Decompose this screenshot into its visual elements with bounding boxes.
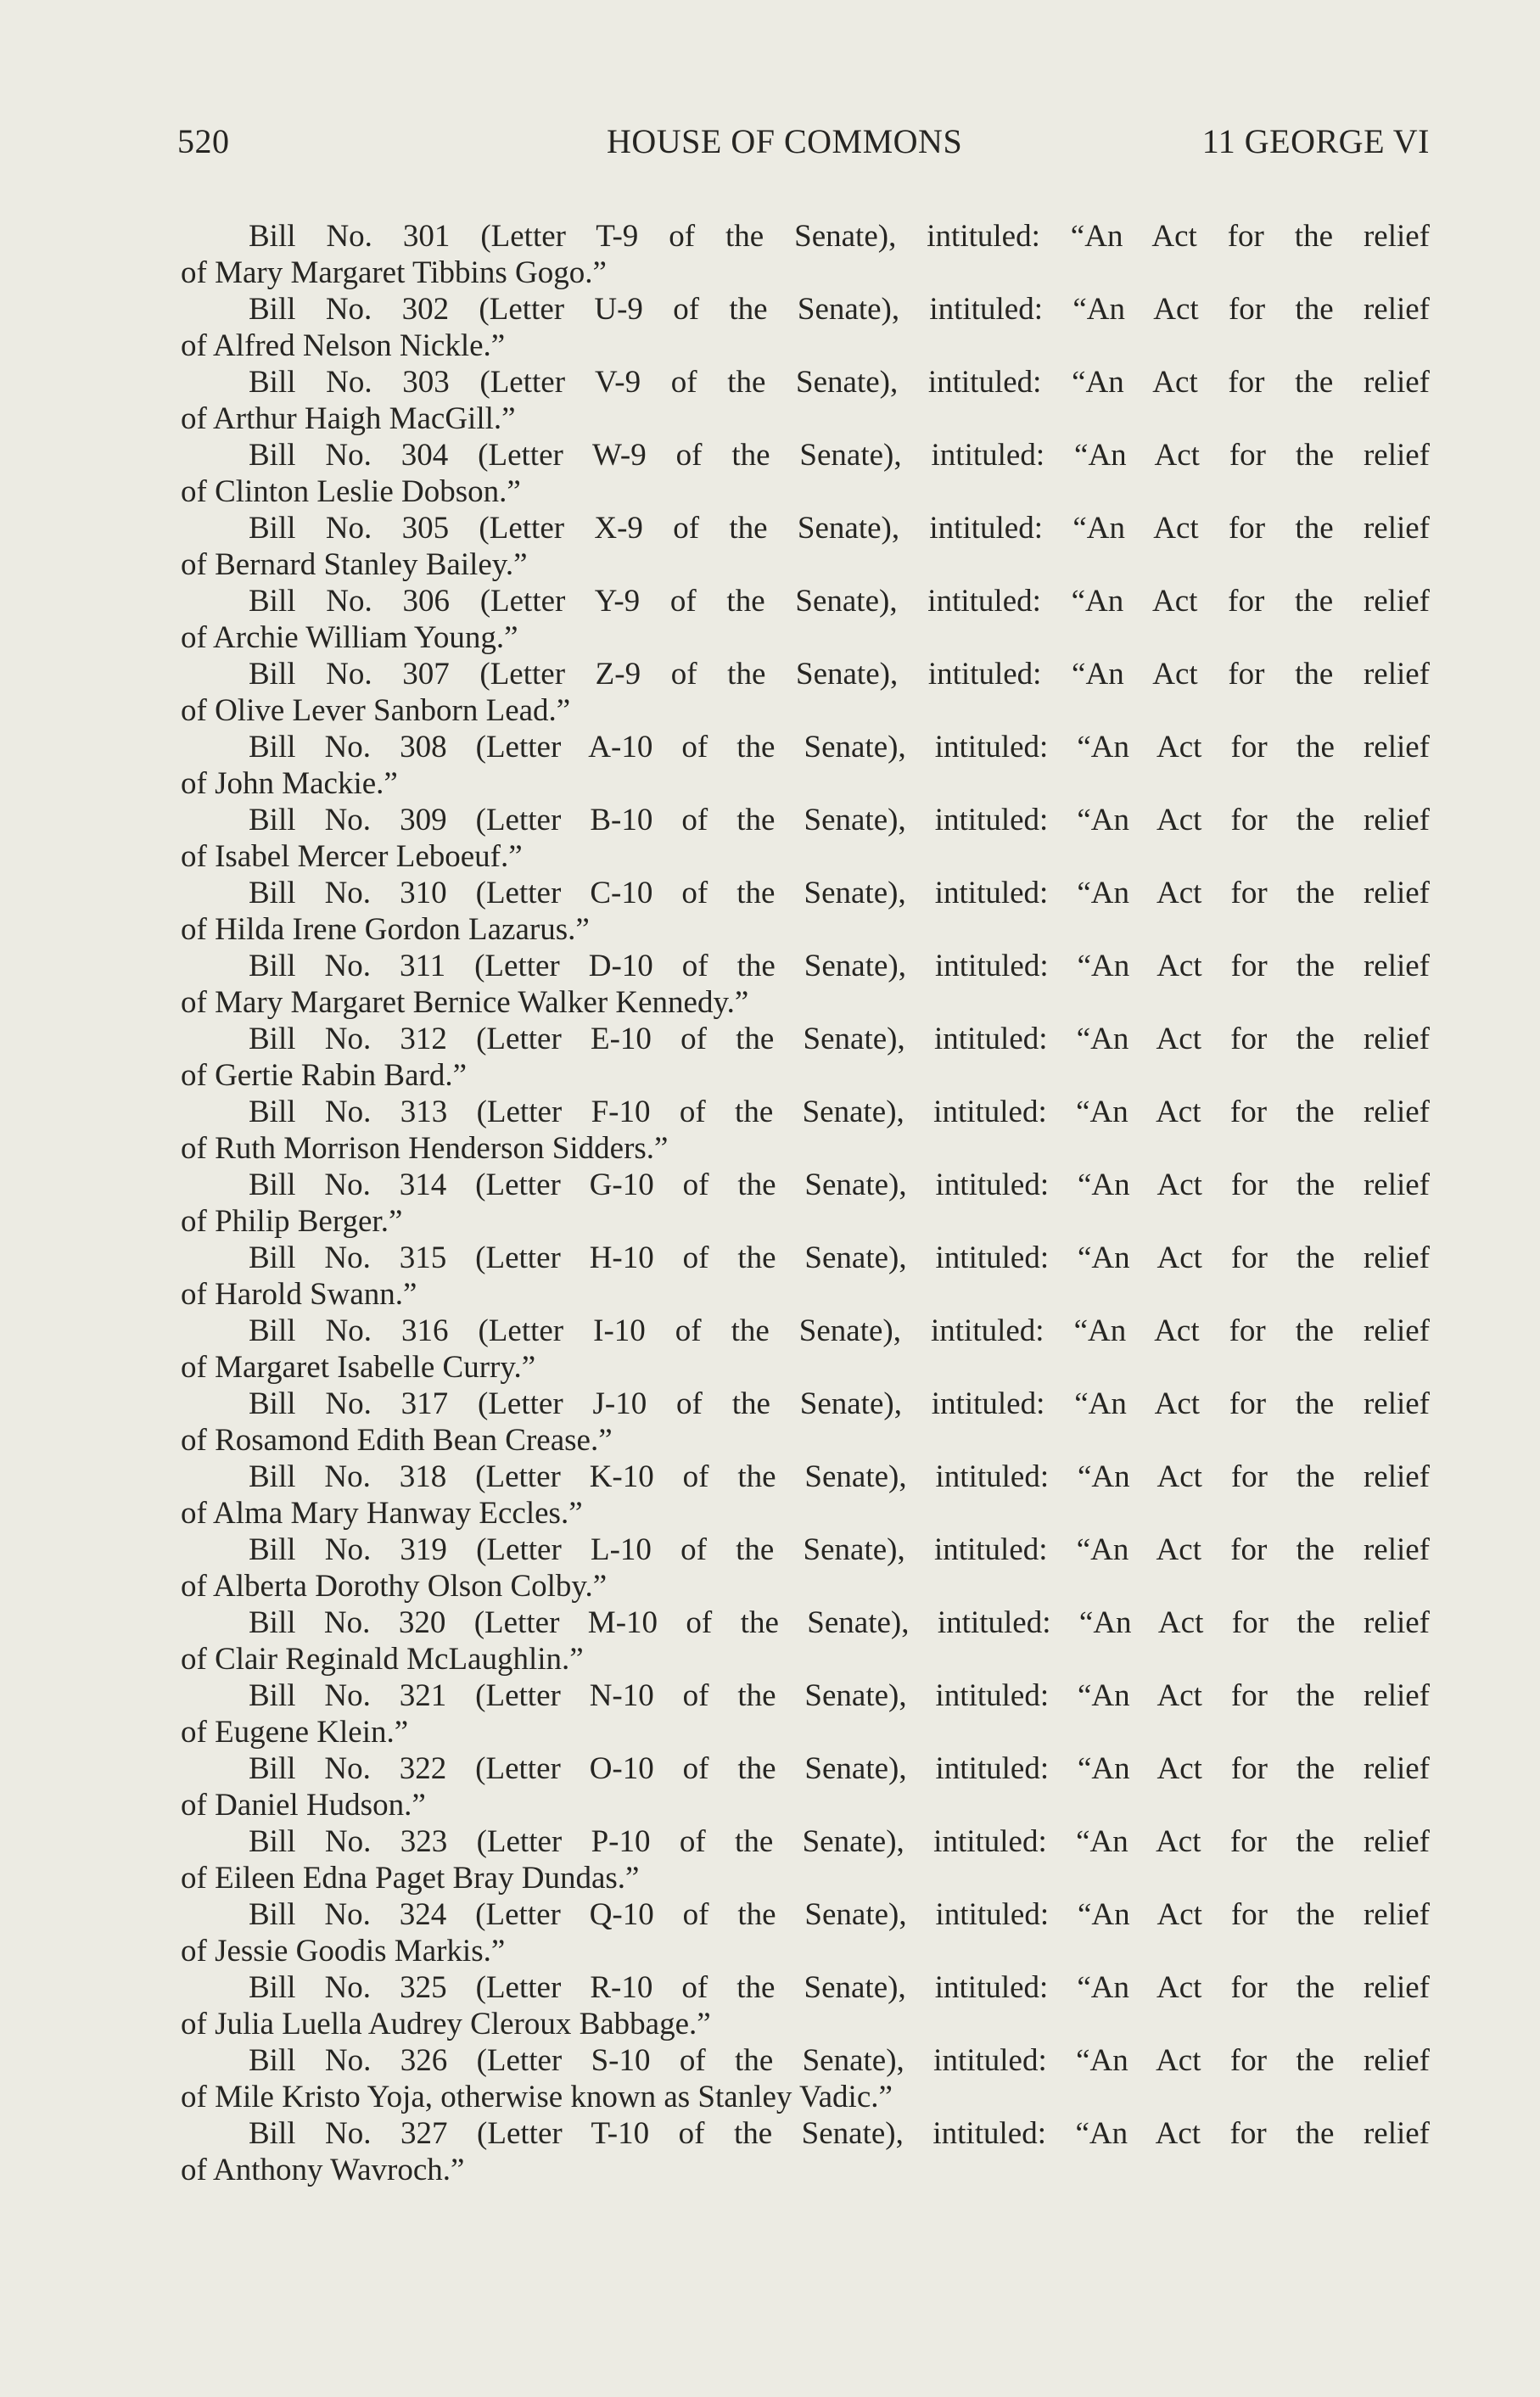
bill-first-line: Bill No. 314 (Letter G-10 of the Senate), intituled: “An Act for the relief (249, 1168, 1430, 1202)
bill-first-line: Bill No. 316 (Letter I-10 of the Senate), intituled: “An Act for the relief (249, 1313, 1430, 1348)
bill-second-line: of Jessie Goodis Markis.” (181, 1934, 506, 1969)
bill-first-line: Bill No. 313 (Letter F-10 of the Senate), intituled: “An Act for the relief (249, 1095, 1430, 1129)
bill-entry (181, 656, 1430, 729)
bill-first-line: Bill No. 312 (Letter E-10 of the Senate), intituled: “An Act for the relief (249, 1022, 1430, 1056)
bill-second-line: of Rosamond Edith Bean Crease.” (181, 1423, 613, 1458)
page-number: 520 (177, 122, 230, 160)
bill-first-line: Bill No. 319 (Letter L-10 of the Senate), intituled: “An Act for the relief (249, 1532, 1430, 1567)
bill-entry (181, 1896, 1430, 1969)
bill-second-line: of Margaret Isabelle Curry.” (181, 1350, 536, 1385)
bill-first-line: Bill No. 326 (Letter S-10 of the Senate), intituled: “An Act for the relief (249, 2043, 1430, 2078)
bill-second-line: of Archie William Young.” (181, 620, 518, 655)
bill-entry (181, 1094, 1430, 1167)
bill-first-line: Bill No. 310 (Letter C-10 of the Senate), intituled: “An Act for the relief (249, 876, 1430, 910)
bill-second-line: of Hilda Irene Gordon Lazarus.” (181, 912, 590, 947)
bill-entry (181, 1386, 1430, 1459)
bill-first-line: Bill No. 325 (Letter R-10 of the Senate), intituled: “An Act for the relief (249, 1970, 1430, 2005)
bill-second-line: of Mary Margaret Bernice Walker Kennedy.” (181, 985, 749, 1020)
bill-second-line: of Isabel Mercer Leboeuf.” (181, 839, 523, 874)
bill-entry (181, 1677, 1430, 1750)
bill-second-line: of John Mackie.” (181, 766, 398, 801)
bill-first-line: Bill No. 322 (Letter O-10 of the Senate), intituled: “An Act for the relief (249, 1751, 1430, 1786)
bill-second-line: of Harold Swann.” (181, 1277, 417, 1312)
bill-entry (181, 364, 1430, 437)
bill-entry (181, 1313, 1430, 1386)
bill-second-line: of Ruth Morrison Henderson Sidders.” (181, 1131, 669, 1166)
bill-first-line: Bill No. 318 (Letter K-10 of the Senate), intituled: “An Act for the relief (249, 1459, 1430, 1494)
bill-entry (181, 2042, 1430, 2115)
bill-first-line: Bill No. 307 (Letter Z-9 of the Senate), intituled: “An Act for the relief (249, 657, 1430, 692)
bill-second-line: of Alfred Nelson Nickle.” (181, 328, 506, 363)
bill-second-line: of Eileen Edna Paget Bray Dundas.” (181, 1861, 640, 1896)
session-label: 11 GEORGE VI (1201, 122, 1430, 160)
bill-second-line: of Mary Margaret Tibbins Gogo.” (181, 255, 607, 290)
bill-first-line: Bill No. 327 (Letter T-10 of the Senate), intituled: “An Act for the relief (249, 2116, 1430, 2151)
bill-second-line: of Alma Mary Hanway Eccles.” (181, 1496, 583, 1531)
bill-entry (181, 510, 1430, 583)
bill-entry (181, 583, 1430, 656)
bill-second-line: of Bernard Stanley Bailey.” (181, 547, 528, 582)
bill-second-line: of Mile Kristo Yoja, otherwise known as Stanley Vadic.” (181, 2080, 893, 2114)
bill-entry (181, 291, 1430, 364)
bill-entry (181, 1240, 1430, 1313)
bill-second-line: of Arthur Haigh MacGill.” (181, 401, 516, 436)
bill-first-line: Bill No. 317 (Letter J-10 of the Senate), intituled: “An Act for the relief (249, 1386, 1430, 1421)
bill-first-line: Bill No. 306 (Letter Y-9 of the Senate), intituled: “An Act for the relief (249, 584, 1430, 619)
bill-entry (181, 802, 1430, 875)
bill-entry (181, 1532, 1430, 1605)
bill-first-line: Bill No. 302 (Letter U-9 of the Senate), intituled: “An Act for the relief (249, 292, 1430, 327)
journal-title: HOUSE OF COMMONS (607, 122, 963, 160)
running-head (177, 120, 1430, 163)
bill-list (181, 218, 1430, 2188)
bill-second-line: of Eugene Klein.” (181, 1715, 409, 1750)
bill-entry (181, 1823, 1430, 1896)
bill-second-line: of Olive Lever Sanborn Lead.” (181, 693, 571, 728)
bill-entry (181, 218, 1430, 291)
bill-first-line: Bill No. 305 (Letter X-9 of the Senate), intituled: “An Act for the relief (249, 511, 1430, 546)
bill-first-line: Bill No. 303 (Letter V-9 of the Senate), intituled: “An Act for the relief (249, 365, 1430, 400)
bill-first-line: Bill No. 320 (Letter M-10 of the Senate), intituled: “An Act for the relief (249, 1605, 1430, 1640)
bill-first-line: Bill No. 323 (Letter P-10 of the Senate), intituled: “An Act for the relief (249, 1824, 1430, 1859)
bill-entry (181, 1459, 1430, 1532)
bill-second-line: of Clinton Leslie Dobson.” (181, 474, 521, 509)
bill-entry (181, 2115, 1430, 2188)
bill-second-line: of Julia Luella Audrey Cleroux Babbage.” (181, 2007, 711, 2041)
bill-entry (181, 1021, 1430, 1094)
bill-first-line: Bill No. 309 (Letter B-10 of the Senate), intituled: “An Act for the relief (249, 803, 1430, 837)
bill-entry (181, 1750, 1430, 1823)
bill-entry (181, 1969, 1430, 2042)
bill-first-line: Bill No. 324 (Letter Q-10 of the Senate), intituled: “An Act for the relief (249, 1897, 1430, 1932)
bill-entry (181, 948, 1430, 1021)
bill-second-line: of Gertie Rabin Bard.” (181, 1058, 467, 1093)
bill-entry (181, 875, 1430, 948)
bill-second-line: of Clair Reginald McLaughlin.” (181, 1642, 584, 1677)
bill-first-line: Bill No. 308 (Letter A-10 of the Senate), intituled: “An Act for the relief (249, 730, 1430, 764)
bill-entry (181, 1167, 1430, 1240)
bill-first-line: Bill No. 315 (Letter H-10 of the Senate), intituled: “An Act for the relief (249, 1241, 1430, 1275)
bill-second-line: of Daniel Hudson.” (181, 1788, 426, 1823)
bill-first-line: Bill No. 301 (Letter T-9 of the Senate), intituled: “An Act for the relief (249, 219, 1430, 254)
bill-entry (181, 729, 1430, 802)
bill-entry (181, 1605, 1430, 1677)
bill-second-line: of Alberta Dorothy Olson Colby.” (181, 1569, 608, 1604)
bill-first-line: Bill No. 311 (Letter D-10 of the Senate), intituled: “An Act for the relief (249, 949, 1430, 983)
bill-second-line: of Philip Berger.” (181, 1204, 403, 1239)
bill-first-line: Bill No. 304 (Letter W-9 of the Senate), intituled: “An Act for the relief (249, 438, 1430, 473)
bill-first-line: Bill No. 321 (Letter N-10 of the Senate), intituled: “An Act for the relief (249, 1678, 1430, 1713)
bill-second-line: of Anthony Wavroch.” (181, 2153, 465, 2187)
bill-entry (181, 437, 1430, 510)
